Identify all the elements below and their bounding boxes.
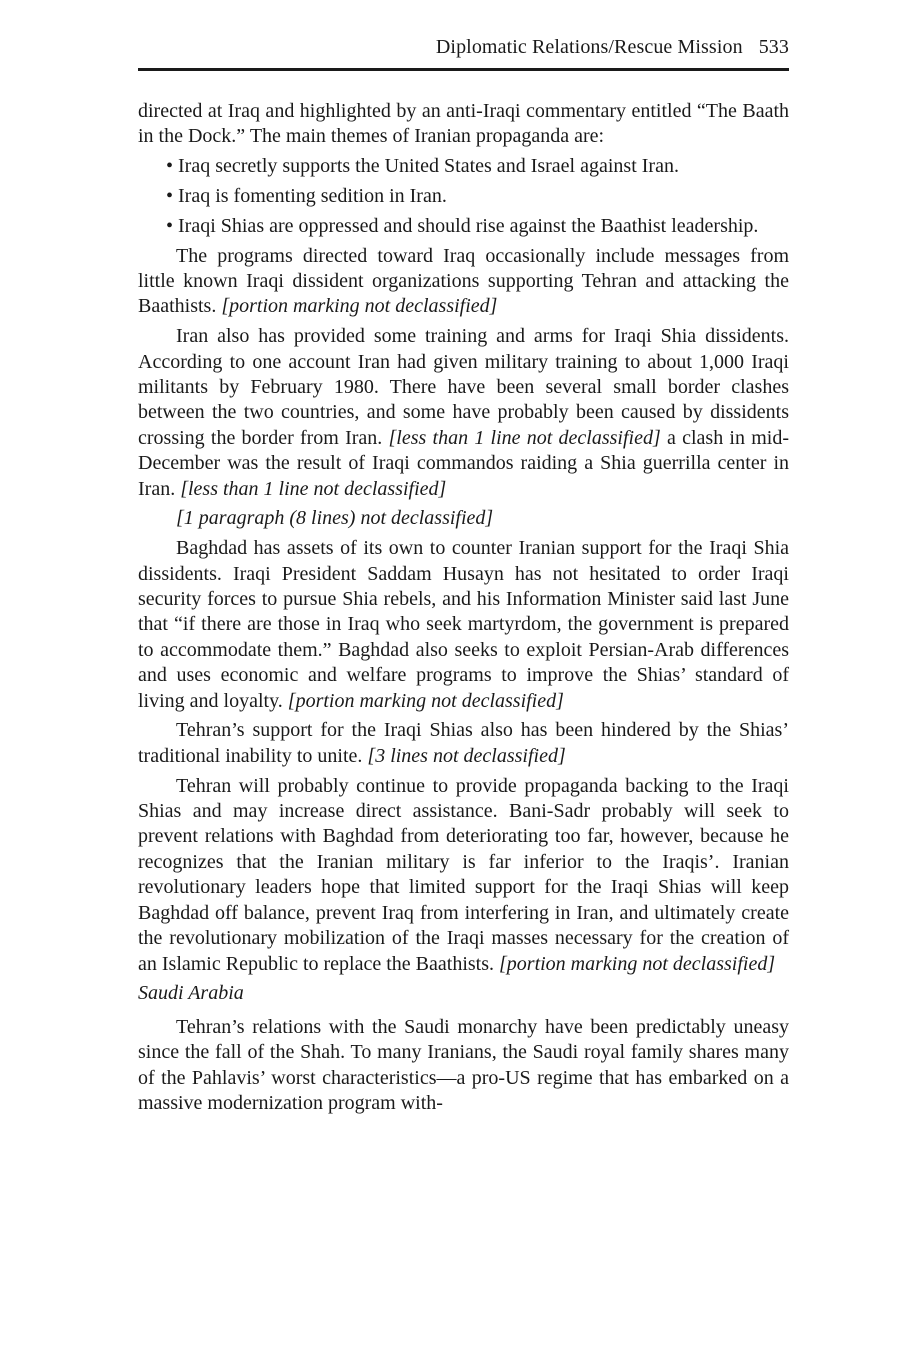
paragraph-text: The programs directed toward Iraq occasionally include messages from little known Iraqi dissident organizations supporting Tehran and attacking the Baathists. [138, 244, 789, 318]
paragraph: Tehran’s relations with the Saudi monarchy have been predictably uneasy since the fall of the Shah. To many Iranians, the Saudi royal family shares many of the Pahlavis’ worst characteristics—a pro-US regime that has embarked on a massive modernization program with- [138, 1015, 789, 1114]
paragraph [138, 536, 789, 714]
paragraph [138, 244, 789, 320]
declassification-note: [3 lines not declassified] [367, 744, 566, 767]
running-title: Diplomatic Relations/Rescue Mission [435, 36, 743, 58]
paragraph-continued: directed at Iraq and highlighted by an anti-Iraqi commentary entitled “The Baath in the Dock.” The main themes of Iranian propaganda are: [138, 100, 789, 148]
bullet-item: • Iraqi Shias are oppressed and should rise against the Baathist leadership. [166, 214, 759, 237]
paragraph-text: Baghdad has assets of its own to counter Iranian support for the Iraqi Shia dissidents. Iraqi President Saddam Husayn has not hesitated to order Iraqi security forces to pursue Shia rebels, and his Information Minister said last June that “if there are those in Iraq who seek martyrdom, the government is prepared to accommodate them.” Baghdad also seeks to exploit Persian-Arab differences and uses economic and welfare programs to improve the Shias’ standard of living and loyalty. [138, 537, 789, 712]
body-text [138, 99, 789, 1121]
paragraph-text: Iran also has provided some training and arms for Iraqi Shia dissidents. According to one account Iran had given military training to about 1,000 Iraqi militants by February 1980. There have been several small border clashes between the two countries, and some have probably been caused by dissidents crossing the border from Iran. [138, 325, 789, 449]
withheld-paragraph-note [138, 506, 789, 531]
paragraph-text: Tehran will probably continue to provide propaganda backing to the Iraqi Shias and may increase direct assistance. Bani-Sadr probably will seek to prevent relations with Baghdad from deteriorating too far, however, because he recognizes that the Iranian military is far inferior to the Iraqis’. Iranian revolutionary leaders hope that limited support for the Iraqi Shias will keep Baghdad off balance, prevent Iraq from interfering in Iran, and ultimately create the revolutionary mobilization of the Iraqi masses necessary for the creation of an Islamic Republic to replace the Baathists. [138, 774, 789, 975]
declassification-note: [1 paragraph (8 lines) not declassified] [176, 507, 494, 530]
paragraph [138, 324, 789, 502]
paragraph-text: Tehran’s support for the Iraqi Shias also has been hindered by the Shias’ traditional inability to unite. [138, 719, 789, 767]
bullet-item: • Iraq is fomenting sedition in Iran. [166, 185, 447, 207]
declassification-note: [less than 1 line not declassified] [388, 426, 661, 449]
declassification-note: [less than 1 line not declassified] [180, 477, 447, 500]
bullet-item: • Iraq secretly supports the United States and Israel against Iran. [166, 155, 679, 178]
paragraph [138, 718, 789, 769]
page-number: 533 [758, 36, 789, 58]
header-rule [138, 68, 789, 71]
running-header [138, 36, 789, 64]
declassification-note: [portion marking not declassified] [499, 952, 776, 975]
declassification-note: [portion marking not declassified] [221, 295, 498, 318]
paragraph [138, 774, 789, 977]
declassification-note: [portion marking not declassified] [287, 689, 564, 712]
section-heading: Saudi Arabia [138, 982, 244, 1005]
paragraph-text: a clash in mid-December was the result of Iraqi commandos raiding a Shia guerrilla center in Iran. [138, 426, 789, 500]
